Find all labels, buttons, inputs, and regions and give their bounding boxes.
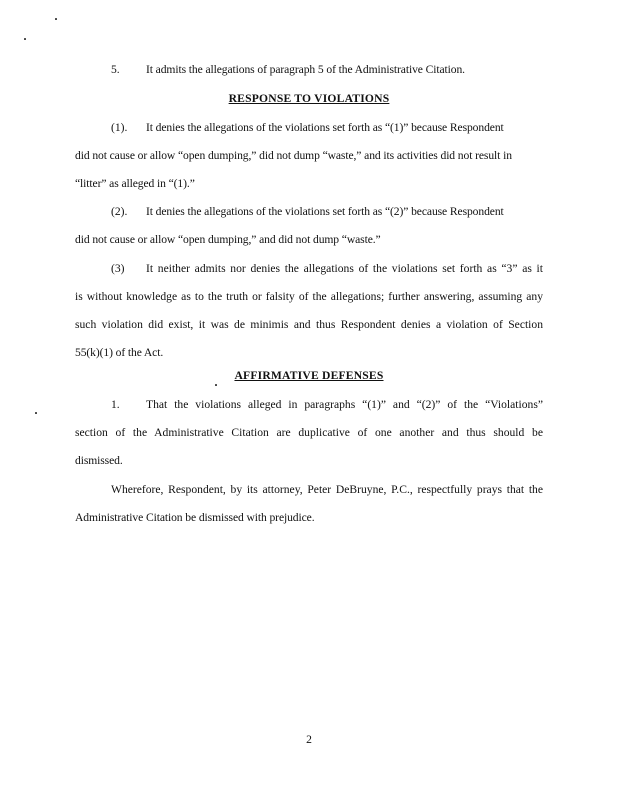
response-3-number: (3) xyxy=(111,262,125,275)
response-3-line-1: It neither admits nor denies the allegations of the violations set forth as “3” as it xyxy=(146,262,543,275)
scan-speck xyxy=(215,384,217,386)
response-2-line-1: It denies the allegations of the violations set forth as “(2)” because Respondent xyxy=(146,205,504,218)
affirmative-defenses-heading: AFFIRMATIVE DEFENSES xyxy=(234,369,384,382)
response-to-violations-heading: RESPONSE TO VIOLATIONS xyxy=(228,92,390,105)
scan-speck xyxy=(24,38,26,40)
response-3-line-2: is without knowledge as to the truth or falsity of the allegations; further answering, assuming any xyxy=(75,290,543,303)
response-2-line-2: did not cause or allow “open dumping,” and did not dump “waste.” xyxy=(75,233,381,246)
page-number: 2 xyxy=(306,733,312,746)
paragraph-5-text: It admits the allegations of paragraph 5 of the Administrative Citation. xyxy=(146,63,465,76)
scan-speck xyxy=(55,18,57,20)
scan-speck xyxy=(35,412,37,414)
wherefore-line-1: Wherefore, Respondent, by its attorney, Peter DeBruyne, P.C., respectfully prays that the xyxy=(111,483,543,496)
response-1-line-3: “litter” as alleged in “(1).” xyxy=(75,177,195,190)
defense-1-line-2: section of the Administrative Citation are duplicative of one another and thus should be xyxy=(75,426,543,439)
response-1-line-1: It denies the allegations of the violations set forth as “(1)” because Respondent xyxy=(146,121,504,134)
response-1-number: (1). xyxy=(111,121,128,134)
paragraph-5-number: 5. xyxy=(111,63,120,76)
defense-1-line-3: dismissed. xyxy=(75,454,123,467)
response-2-number: (2). xyxy=(111,205,128,218)
response-3-line-3: such violation did exist, it was de minimis and thus Respondent denies a violation of Section xyxy=(75,318,543,331)
response-1-line-2: did not cause or allow “open dumping,” did not dump “waste,” and its activities did not result in xyxy=(75,149,512,162)
response-3-line-4: 55(k)(1) of the Act. xyxy=(75,346,164,359)
wherefore-line-2: Administrative Citation be dismissed with prejudice. xyxy=(75,511,315,524)
defense-1-number: 1. xyxy=(111,398,120,411)
defense-1-line-1: That the violations alleged in paragraphs “(1)” and “(2)” of the “Violations” xyxy=(146,398,543,411)
